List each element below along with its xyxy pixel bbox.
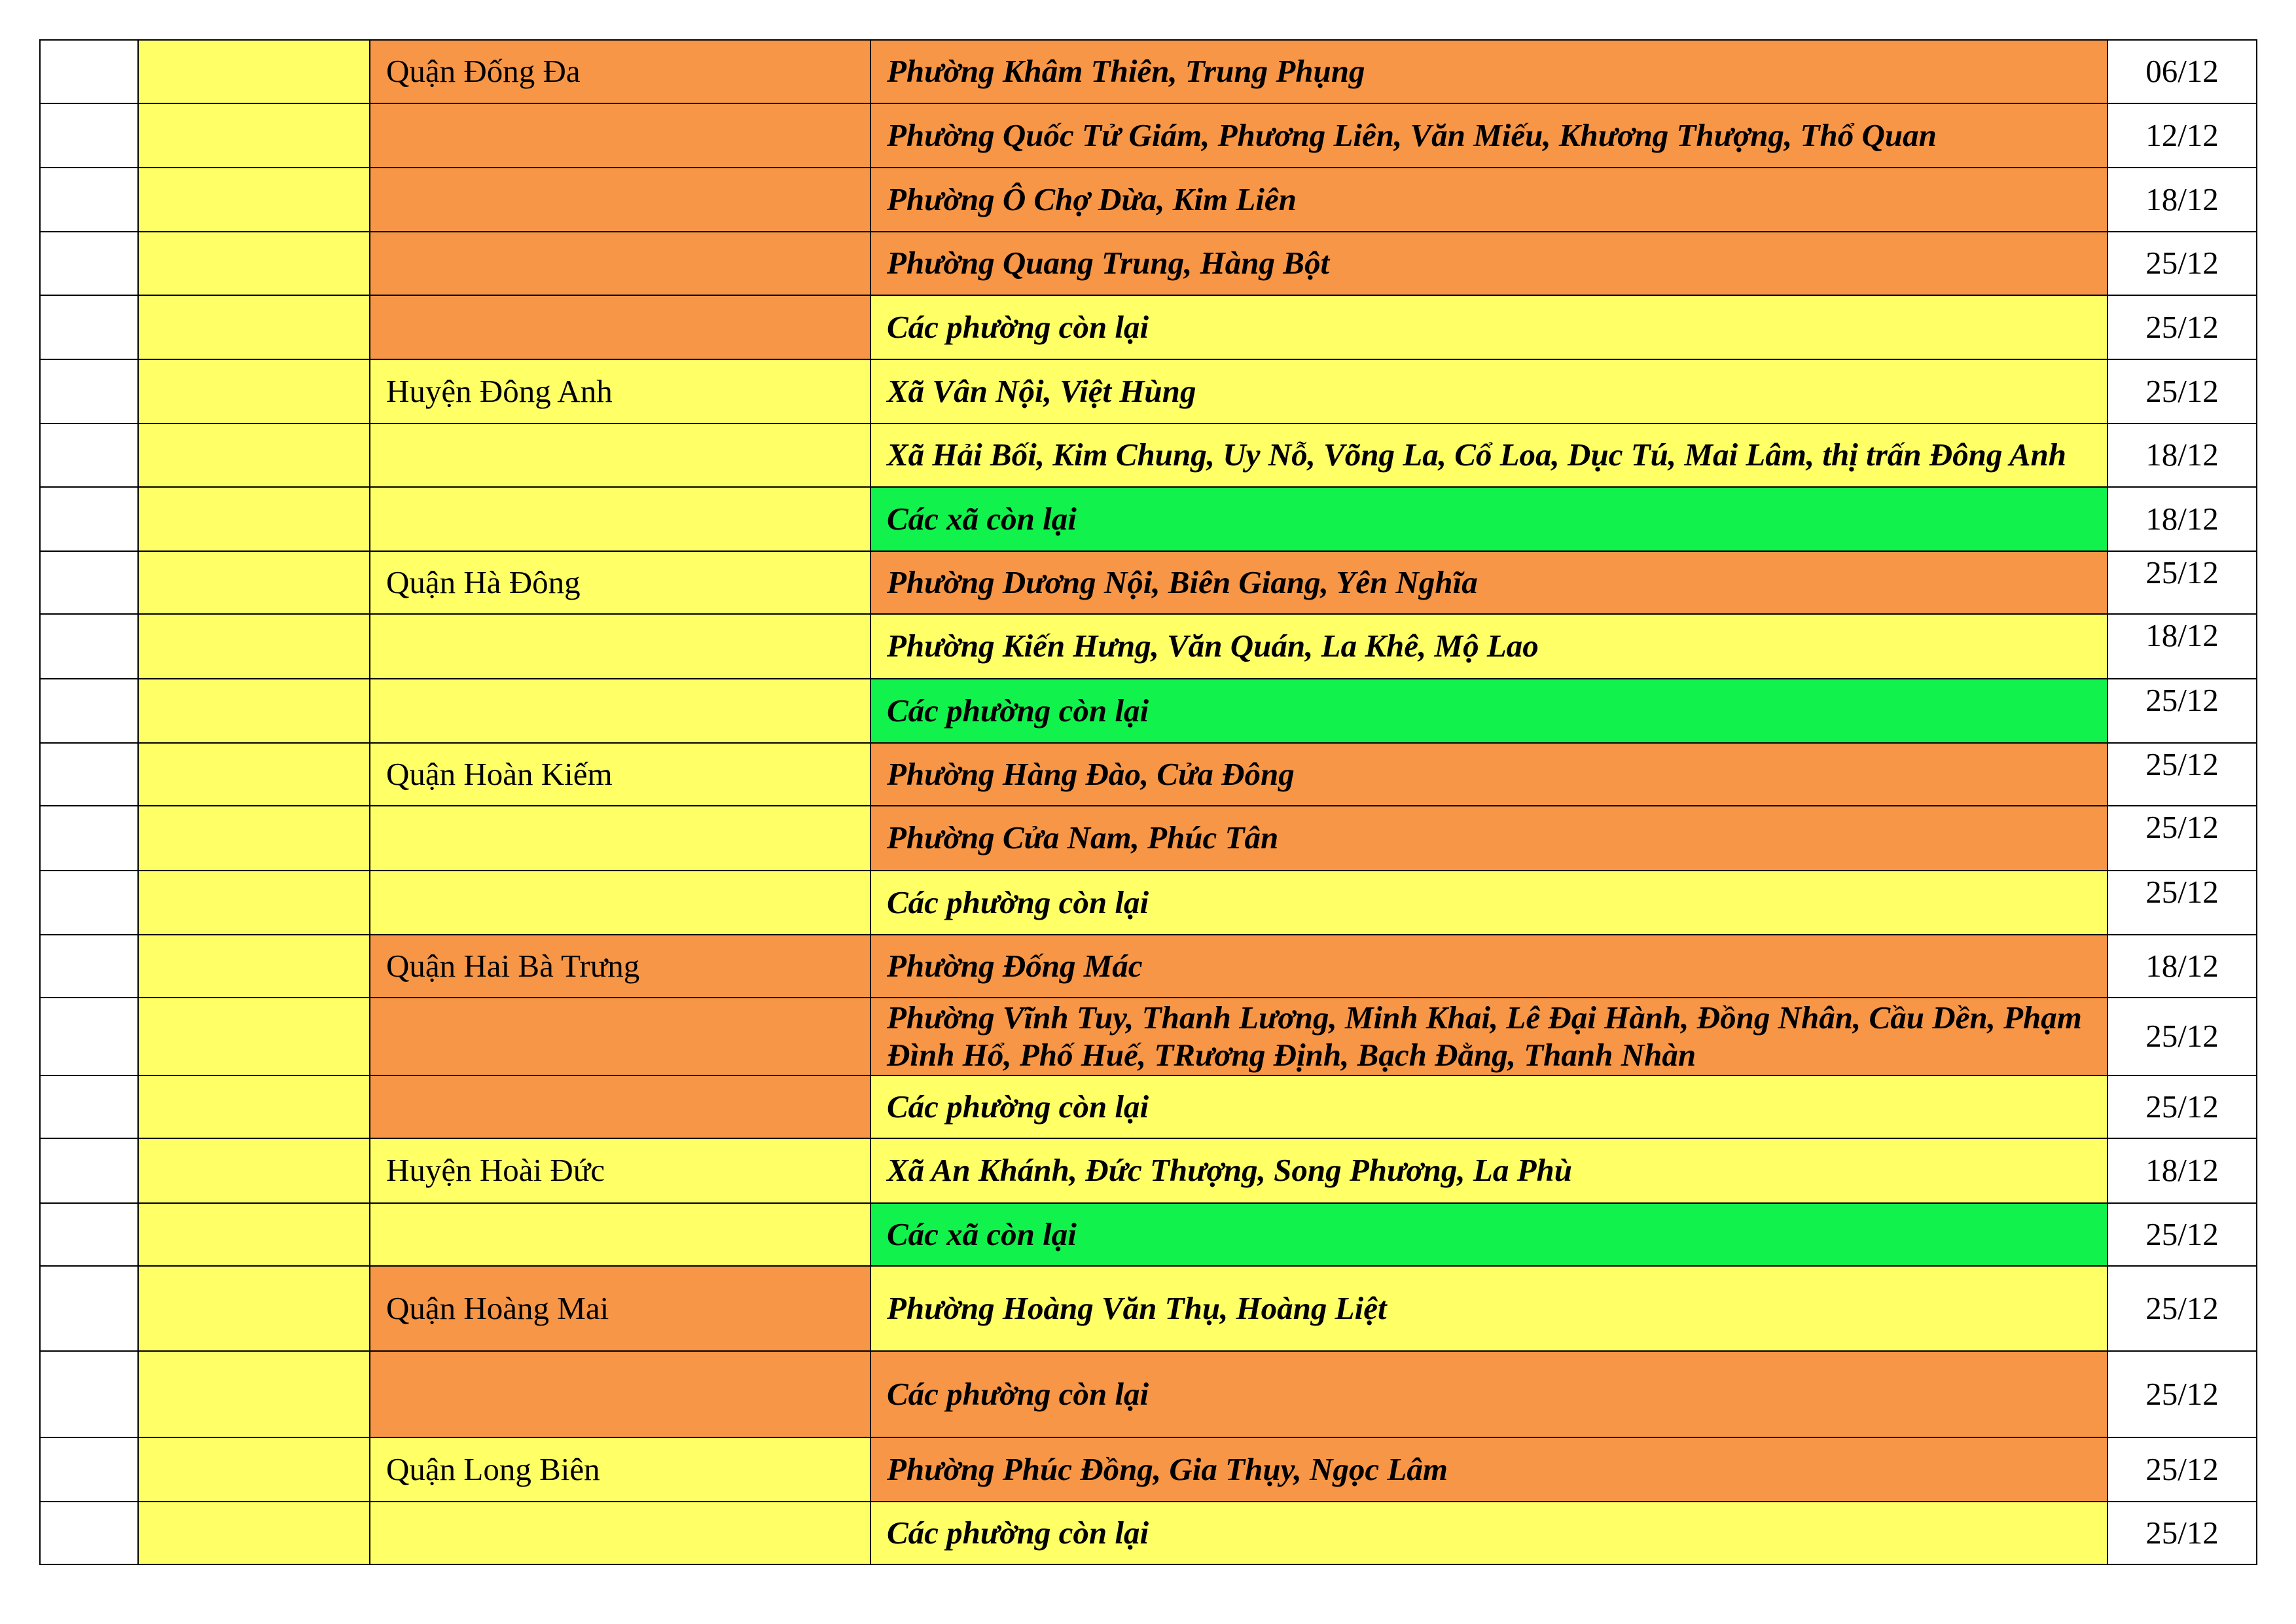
table-row	[40, 359, 2257, 424]
group-cell	[138, 1502, 370, 1564]
area-cell: Xã Vân Nội, Việt Hùng	[870, 359, 2108, 424]
area-cell: Xã Hải Bối, Kim Chung, Uy Nỗ, Võng La, Cổ Loa, Dục Tú, Mai Lâm, thị trấn Đông Anh	[870, 424, 2108, 487]
table-row	[40, 40, 2257, 103]
area-cell: Các phường còn lại	[870, 295, 2108, 359]
district-cell	[370, 998, 870, 1075]
date-cell: 25/12	[2108, 679, 2257, 743]
district-cell: Quận Hoàn Kiếm	[370, 743, 870, 806]
district-cell	[370, 679, 870, 743]
area-cell: Các phường còn lại	[870, 871, 2108, 935]
group-cell	[138, 871, 370, 935]
index-cell	[40, 1351, 138, 1437]
date-cell: 18/12	[2108, 168, 2257, 232]
group-cell	[138, 743, 370, 806]
table-row	[40, 935, 2257, 998]
group-cell	[138, 232, 370, 295]
table-row	[40, 1502, 2257, 1564]
group-cell	[138, 679, 370, 743]
date-cell: 25/12	[2108, 295, 2257, 359]
index-cell	[40, 40, 138, 103]
group-cell	[138, 551, 370, 614]
district-cell	[370, 487, 870, 551]
date-cell: 25/12	[2108, 1502, 2257, 1564]
index-cell	[40, 1203, 138, 1266]
table-row	[40, 232, 2257, 295]
date-cell: 12/12	[2108, 103, 2257, 168]
date-cell: 18/12	[2108, 935, 2257, 998]
table-row	[40, 1075, 2257, 1138]
area-cell: Phường Kiến Hưng, Văn Quán, La Khê, Mộ Lao	[870, 614, 2108, 679]
group-cell	[138, 1075, 370, 1138]
district-cell: Quận Đống Đa	[370, 40, 870, 103]
area-cell: Các phường còn lại	[870, 1075, 2108, 1138]
index-cell	[40, 359, 138, 424]
table-row	[40, 871, 2257, 935]
group-cell	[138, 168, 370, 232]
table-row	[40, 1437, 2257, 1502]
index-cell	[40, 614, 138, 679]
area-cell: Phường Khâm Thiên, Trung Phụng	[870, 40, 2108, 103]
area-cell: Phường Đống Mác	[870, 935, 2108, 998]
table-row	[40, 1351, 2257, 1437]
district-cell	[370, 1075, 870, 1138]
area-cell: Xã An Khánh, Đức Thượng, Song Phương, La Phù	[870, 1138, 2108, 1203]
index-cell	[40, 743, 138, 806]
table-row	[40, 551, 2257, 614]
area-cell: Phường Quang Trung, Hàng Bột	[870, 232, 2108, 295]
district-cell	[370, 232, 870, 295]
date-cell: 25/12	[2108, 998, 2257, 1075]
district-cell	[370, 424, 870, 487]
index-cell	[40, 806, 138, 871]
group-cell	[138, 806, 370, 871]
date-cell: 25/12	[2108, 1075, 2257, 1138]
district-cell	[370, 103, 870, 168]
table-row	[40, 679, 2257, 743]
index-cell	[40, 487, 138, 551]
index-cell	[40, 551, 138, 614]
group-cell	[138, 487, 370, 551]
index-cell	[40, 1502, 138, 1564]
group-cell	[138, 1138, 370, 1203]
date-cell: 25/12	[2108, 232, 2257, 295]
table-row	[40, 103, 2257, 168]
index-cell	[40, 295, 138, 359]
group-cell	[138, 1266, 370, 1351]
area-cell: Phường Vĩnh Tuy, Thanh Lương, Minh Khai, Lê Đại Hành, Đồng Nhân, Cầu Dền, Phạm Đình Hổ, Phố Huế, TRương Định, Bạch Đằng, Thanh Nhàn	[870, 998, 2108, 1075]
district-cell: Quận Hoàng Mai	[370, 1266, 870, 1351]
index-cell	[40, 424, 138, 487]
district-cell	[370, 1351, 870, 1437]
date-cell: 25/12	[2108, 871, 2257, 935]
index-cell	[40, 998, 138, 1075]
district-cell	[370, 295, 870, 359]
date-cell: 18/12	[2108, 424, 2257, 487]
group-cell	[138, 1351, 370, 1437]
date-cell: 06/12	[2108, 40, 2257, 103]
date-cell: 25/12	[2108, 806, 2257, 871]
date-cell: 25/12	[2108, 1266, 2257, 1351]
date-cell: 25/12	[2108, 359, 2257, 424]
index-cell	[40, 679, 138, 743]
district-cell	[370, 806, 870, 871]
index-cell	[40, 1075, 138, 1138]
date-cell: 18/12	[2108, 614, 2257, 679]
district-cell	[370, 1502, 870, 1564]
index-cell	[40, 103, 138, 168]
index-cell	[40, 168, 138, 232]
date-cell: 25/12	[2108, 1351, 2257, 1437]
index-cell	[40, 871, 138, 935]
table-row	[40, 1138, 2257, 1203]
group-cell	[138, 998, 370, 1075]
date-cell: 25/12	[2108, 1203, 2257, 1266]
table-row	[40, 1266, 2257, 1351]
date-cell: 18/12	[2108, 1138, 2257, 1203]
area-cell: Phường Quốc Tử Giám, Phương Liên, Văn Miếu, Khương Thượng, Thổ Quan	[870, 103, 2108, 168]
district-cell: Quận Hà Đông	[370, 551, 870, 614]
district-cell: Quận Hai Bà Trưng	[370, 935, 870, 998]
date-cell: 25/12	[2108, 551, 2257, 614]
table-row	[40, 614, 2257, 679]
area-cell: Phường Phúc Đồng, Gia Thụy, Ngọc Lâm	[870, 1437, 2108, 1502]
table-row	[40, 168, 2257, 232]
group-cell	[138, 40, 370, 103]
area-cell: Phường Hoàng Văn Thụ, Hoàng Liệt	[870, 1266, 2108, 1351]
area-cell: Các phường còn lại	[870, 1351, 2108, 1437]
group-cell	[138, 1203, 370, 1266]
table-row	[40, 487, 2257, 551]
index-cell	[40, 1138, 138, 1203]
table-row	[40, 806, 2257, 871]
group-cell	[138, 359, 370, 424]
area-cell: Các xã còn lại	[870, 487, 2108, 551]
area-cell: Phường Ô Chợ Dừa, Kim Liên	[870, 168, 2108, 232]
index-cell	[40, 1266, 138, 1351]
date-cell: 25/12	[2108, 1437, 2257, 1502]
area-cell: Phường Dương Nội, Biên Giang, Yên Nghĩa	[870, 551, 2108, 614]
district-cell: Huyện Đông Anh	[370, 359, 870, 424]
district-cell	[370, 614, 870, 679]
group-cell	[138, 103, 370, 168]
district-cell: Quận Long Biên	[370, 1437, 870, 1502]
schedule-table	[39, 39, 2257, 1565]
group-cell	[138, 424, 370, 487]
group-cell	[138, 295, 370, 359]
index-cell	[40, 232, 138, 295]
area-cell: Phường Hàng Đào, Cửa Đông	[870, 743, 2108, 806]
area-cell: Các phường còn lại	[870, 679, 2108, 743]
area-cell: Các xã còn lại	[870, 1203, 2108, 1266]
area-cell: Các phường còn lại	[870, 1502, 2108, 1564]
group-cell	[138, 614, 370, 679]
group-cell	[138, 935, 370, 998]
date-cell: 25/12	[2108, 743, 2257, 806]
table-row	[40, 424, 2257, 487]
index-cell	[40, 935, 138, 998]
index-cell	[40, 1437, 138, 1502]
table-row	[40, 1203, 2257, 1266]
table-row	[40, 295, 2257, 359]
district-cell	[370, 1203, 870, 1266]
table-body	[40, 40, 2257, 1564]
district-cell	[370, 871, 870, 935]
district-cell	[370, 168, 870, 232]
date-cell: 18/12	[2108, 487, 2257, 551]
district-cell: Huyện Hoài Đức	[370, 1138, 870, 1203]
group-cell	[138, 1437, 370, 1502]
table-row	[40, 998, 2257, 1075]
table-row	[40, 743, 2257, 806]
area-cell: Phường Cửa Nam, Phúc Tân	[870, 806, 2108, 871]
